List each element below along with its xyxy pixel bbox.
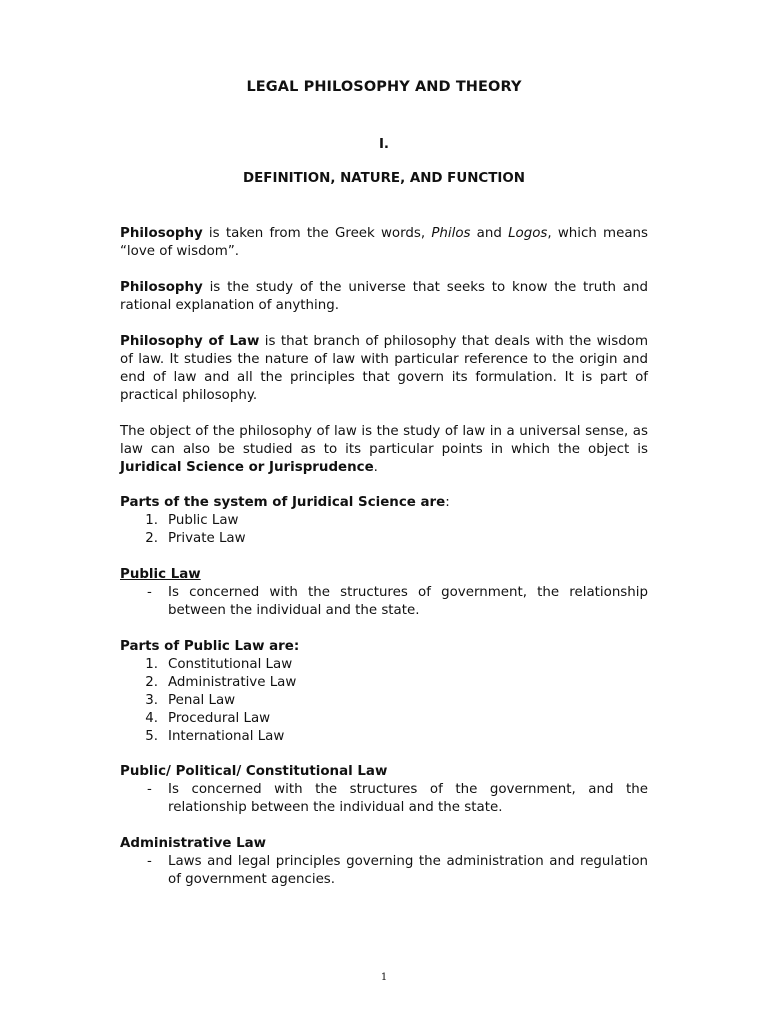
- list-item: 3. Penal Law: [145, 693, 236, 708]
- paragraph-object-of-philosophy: The object of the philosophy of law is the study of law in a universal sense, as law can also be studied as to its particular points in which the object is Juridical Science or Jurisprudence.: [120, 424, 648, 475]
- section-public-law: [120, 566, 648, 620]
- list-item: 1. Public Law: [145, 513, 239, 528]
- word-philos: Philos: [431, 226, 471, 241]
- term-philosophy: Philosophy: [120, 226, 203, 241]
- document-title: LEGAL PHILOSOPHY AND THEORY: [246, 79, 522, 95]
- list-item: 4. Procedural Law: [145, 711, 271, 726]
- term-philosophy: Philosophy: [120, 280, 203, 295]
- section-constitutional-law: [120, 763, 648, 817]
- public-law-heading: Public Law: [120, 567, 201, 582]
- constitutional-law-heading: Public/ Political/ Constitutional Law: [120, 764, 388, 779]
- constitutional-law-definition: - Is concerned with the structures of the government, and the relationship between the individual and the state.: [147, 782, 648, 815]
- term-philosophy-of-law: Philosophy of Law: [120, 334, 260, 349]
- section-number: I.: [378, 137, 390, 152]
- section-title: DEFINITION, NATURE, AND FUNCTION: [243, 171, 525, 186]
- paragraph-philosophy-of-law: Philosophy of Law is that branch of philosophy that deals with the wisdom of law. It studies the nature of law with particular reference to the origin and end of law and all the principles that govern its formulation. It is part of practical philosophy.: [120, 334, 648, 403]
- paragraph-philosophy-etymology: Philosophy is taken from the Greek words, Philos and Logos, which means “love of wisdom”.: [120, 226, 648, 259]
- list-item: 5. International Law: [145, 729, 285, 744]
- public-law-definition: - Is concerned with the structures of government, the relationship between the individual and the state.: [147, 585, 648, 618]
- administrative-law-definition: - Laws and legal principles governing the administration and regulation of government agencies.: [147, 854, 648, 887]
- parts-system-list: [120, 512, 648, 548]
- paragraph-philosophy-definition: Philosophy is the study of the universe that seeks to know the truth and rational explanation of anything.: [120, 280, 648, 313]
- parts-public-heading: Parts of Public Law are:: [120, 639, 300, 654]
- section-parts-of-system: Parts of the system of Juridical Science are: 1. Public Law 2. Private Law: [120, 494, 648, 548]
- parts-public-list: [120, 656, 648, 746]
- list-item: 2. Private Law: [145, 531, 246, 546]
- parts-system-heading: Parts of the system of Juridical Science are: [120, 495, 446, 510]
- section-parts-of-public-law: [120, 638, 648, 746]
- page-number: 1: [380, 972, 388, 983]
- word-logos: Logos: [508, 226, 548, 241]
- list-item: 2. Administrative Law: [145, 675, 297, 690]
- section-administrative-law: [120, 835, 648, 889]
- administrative-law-heading: Administrative Law: [120, 836, 267, 851]
- list-item: 1. Constitutional Law: [145, 657, 293, 672]
- term-jurisprudence: Juridical Science or Jurisprudence: [120, 460, 374, 475]
